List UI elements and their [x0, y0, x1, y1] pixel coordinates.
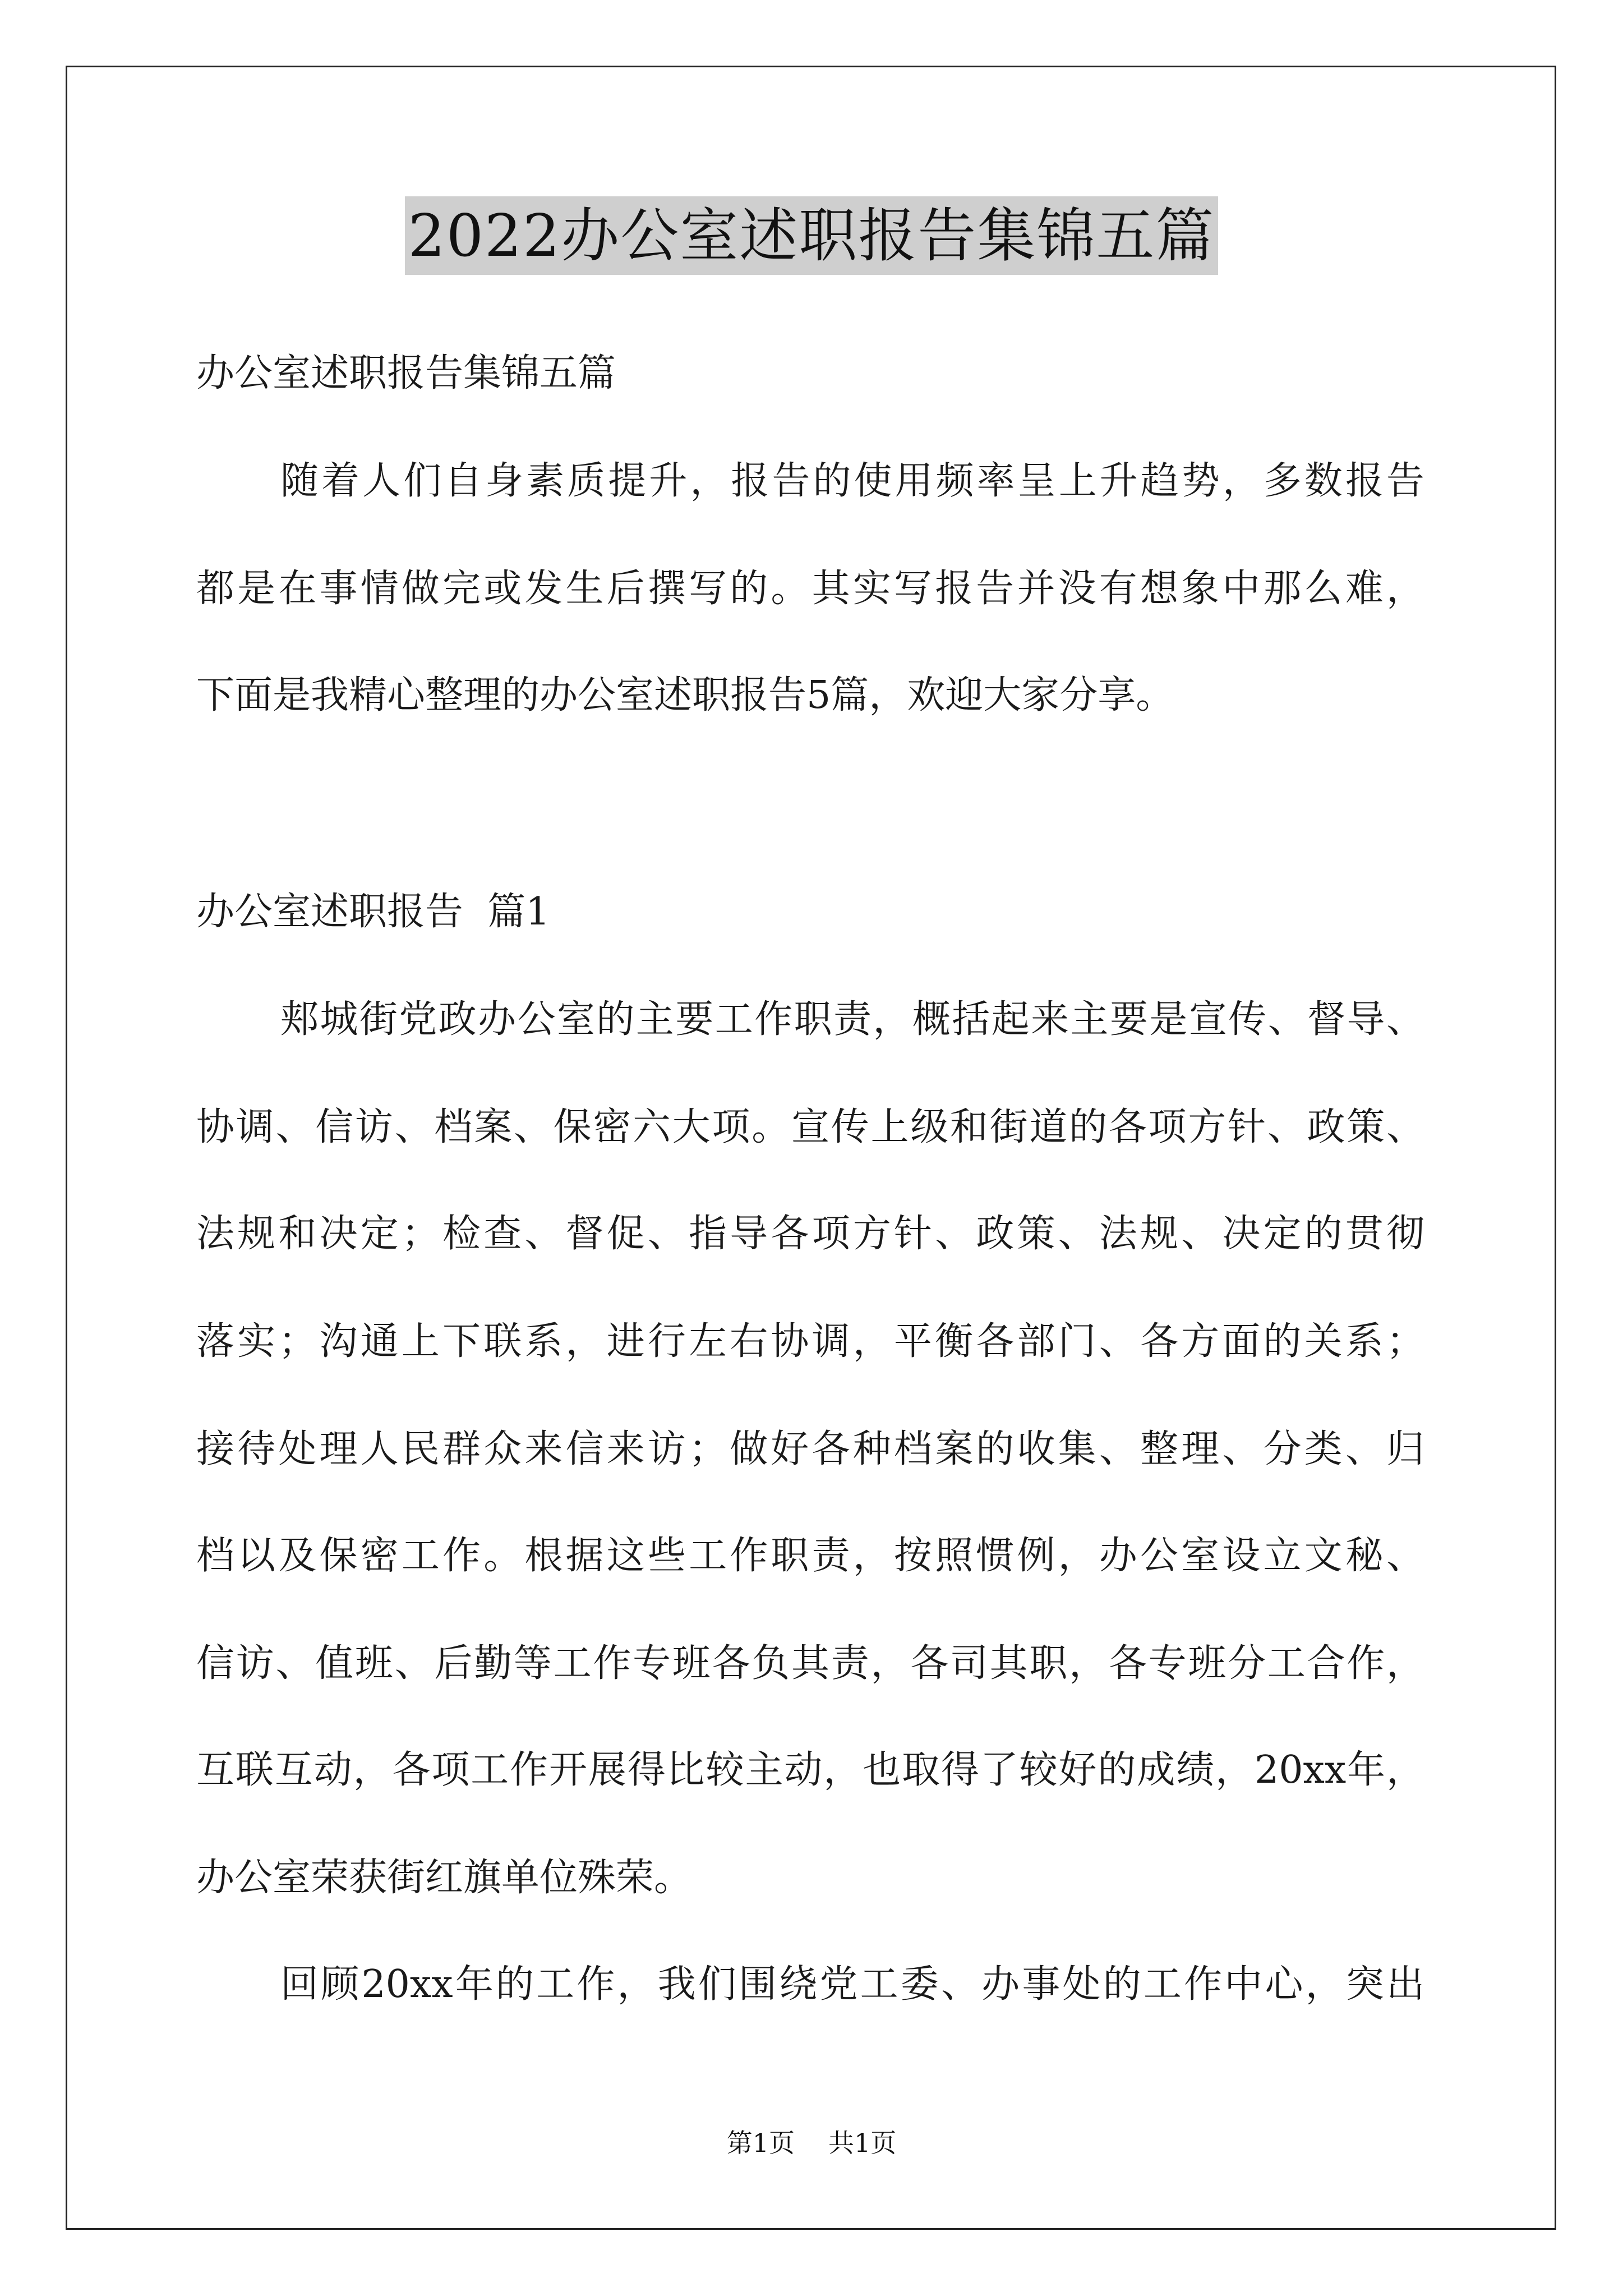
section-heading: 办公室述职报告 篇1	[196, 890, 550, 934]
body-line-8: 互联互动，各项工作开展得比较主动，也取得了较好的成绩，20xx年，	[196, 1748, 1424, 1792]
body-line-4: 落实；沟通上下联系，进行左右协调，平衡各部门、各方面的关系；	[196, 1319, 1424, 1364]
document-title: 2022办公室述职报告集锦五篇	[405, 196, 1219, 275]
body-line-9: 办公室荣获街红旗单位殊荣。	[196, 1856, 693, 1900]
body-line-6: 档以及保密工作。根据这些工作职责，按照惯例，办公室设立文秘、	[196, 1534, 1424, 1578]
intro-line-3: 下面是我精心整理的办公室述职报告5篇，欢迎大家分享。	[196, 673, 1174, 717]
body-line-5: 接待处理人民群众来信来访；做好各种档案的收集、整理、分类、归	[196, 1427, 1424, 1471]
body-line-7: 信访、值班、后勤等工作专班各负其责，各司其职，各专班分工合作，	[196, 1641, 1424, 1686]
body-line-1: 郏城街党政办公室的主要工作职责，概括起来主要是宣传、督导、	[280, 997, 1424, 1042]
title-container	[0, 196, 1623, 275]
page-number-current: 第1页	[726, 2128, 795, 2158]
document-subtitle: 办公室述职报告集锦五篇	[196, 351, 616, 395]
body-line-2: 协调、信访、档案、保密六大项。宣传上级和街道的各项方针、政策、	[196, 1105, 1424, 1149]
page-footer	[0, 2126, 1623, 2160]
body-last-line: 回顾20xx年的工作，我们围绕党工委、办事处的工作中心，突出	[280, 1962, 1424, 2007]
intro-line-2: 都是在事情做完或发生后撰写的。其实写报告并没有想象中那么难，	[196, 567, 1424, 611]
page-number-total: 共1页	[828, 2128, 897, 2158]
body-line-3: 法规和决定；检查、督促、指导各项方针、政策、法规、决定的贯彻	[196, 1212, 1424, 1256]
intro-line-1: 随着人们自身素质提升，报告的使用频率呈上升趋势，多数报告	[280, 459, 1424, 503]
